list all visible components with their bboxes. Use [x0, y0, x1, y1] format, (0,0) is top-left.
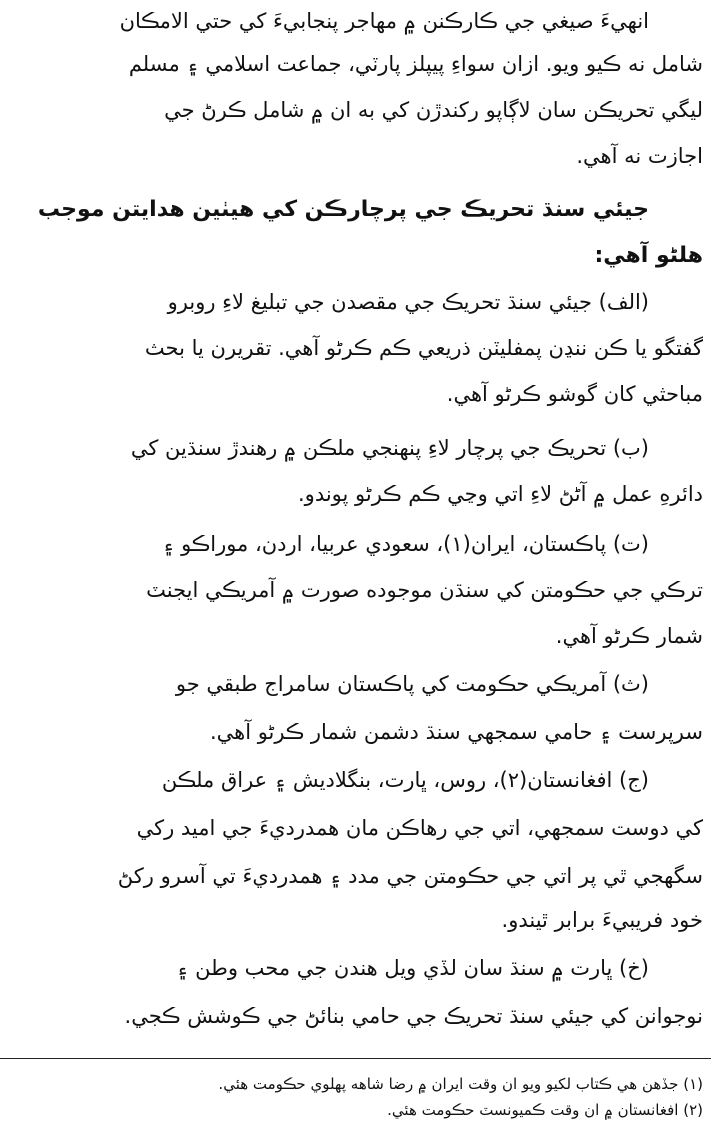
item-alif-line-1: (الف) جيئي سنڌ تحريڪ جي مقصدن جي تبليغ لاءِ روبرو: [167, 290, 649, 314]
item-jeem-line-4: خود فريبيءَ برابر ٿيندو.: [501, 908, 703, 932]
intro-line-1: انهيءَ صيغي جي ڪارڪنن ۾ مهاجر پنجابيءَ کي حتي الامڪان: [119, 9, 649, 33]
intro-line-3: ليگي تحريڪن سان لاڳاپو رکندڙن کي به ان ۾ شامل ڪرڻ جي: [164, 98, 703, 122]
item-be-line-1: (ب) تحريڪ جي پرچار لاءِ پنهنجي ملڪن ۾ رهندڙ سنڌين کي: [130, 436, 649, 460]
item-alif-line-2: گفتگو يا ڪن ننڍن پمفليٽن ذريعي ڪم ڪرڻو آهي. تقريرن يا بحث: [144, 336, 703, 360]
item-alif-line-3: مباحثي کان گوشو ڪرڻو آهي.: [446, 382, 703, 406]
item-jeem-line-3: سگهجي ٿي پر اتي جي حڪومتن جي مدد ۽ همدرديءَ تي آسرو رکڻ: [117, 864, 703, 888]
item-jeem-line-1: (ج) افغانستان(٢)، روس، ڀارت، بنگلاديش ۽ عراق ملڪن: [161, 768, 649, 792]
item-te-line-1: (ت) پاڪستان، ايران(١)، سعودي عربيا، اردن، موراڪو ۽: [162, 532, 649, 556]
item-te-line-3: شمار ڪرڻو آهي.: [555, 624, 703, 648]
section-heading-line-2: هلڻو آهي:: [594, 243, 703, 268]
section-heading-line-1: جيئي سنڌ تحريڪ جي پرچارڪن کي هيٺين هدايتن موجب: [37, 197, 649, 222]
footnote-divider: [0, 1058, 711, 1059]
item-khe-line-1: (خ) ڀارت ۾ سنڌ سان لڏي ويل هندن جي محب وطن ۽: [176, 956, 649, 980]
item-jeem-line-2: کي دوست سمجهي، اتي جي رهاڪن مان همدرديءَ جي اميد رکي: [136, 816, 703, 840]
item-khe-line-2: نوجوانن کي جيئي سنڌ تحريڪ جي حامي بنائڻ جي ڪوشش ڪجي.: [124, 1004, 703, 1028]
item-be-line-2: دائرهِ عمل ۾ آڻڻ لاءِ اتي وڃي ڪم ڪرڻو پوندو.: [298, 482, 703, 506]
intro-line-4: اجازت نه آهي.: [576, 144, 703, 168]
item-the-line-2: سرپرست ۽ حامي سمجهي سنڌ دشمن شمار ڪرڻو آهي.: [209, 720, 703, 744]
footnote-2: (٢) افغانستان ۾ ان وقت ڪميونسٽ حڪومت هئي.: [387, 1101, 703, 1119]
item-te-line-2: ترڪي جي حڪومتن کي سنڌن موجوده صورت ۾ آمريڪي ايجنٽ: [146, 578, 703, 602]
item-the-line-1: (ث) آمريڪي حڪومت کي پاڪستان سامراج طبقي جو: [175, 672, 649, 696]
footnote-1: (١) جڏهن هي ڪتاب لکيو ويو ان وقت ايران ۾ رضا شاهه پهلوي حڪومت هئي.: [218, 1075, 703, 1093]
intro-line-2: شامل نه ڪيو ويو. ازان سواءِ پيپلز پارٽي، جماعت اسلامي ۽ مسلم: [128, 52, 703, 76]
